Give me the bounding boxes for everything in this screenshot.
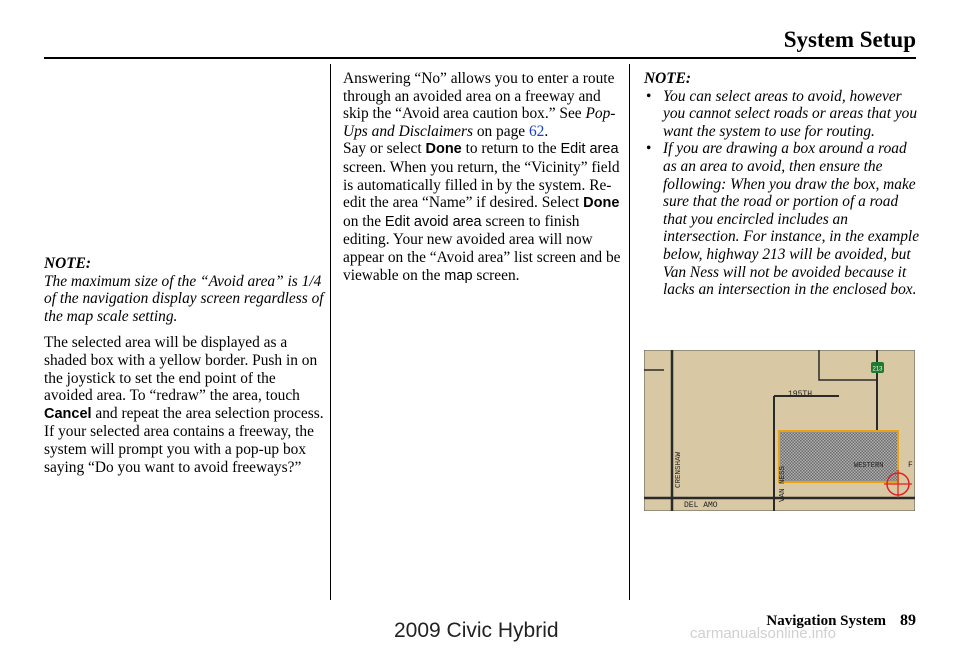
edit-area-term: Edit area bbox=[560, 141, 619, 158]
page-link[interactable]: 62 bbox=[528, 122, 545, 140]
header-rule bbox=[44, 57, 916, 59]
column-2 bbox=[343, 70, 621, 285]
watermark-model: 2009 Civic Hybrid bbox=[394, 619, 559, 642]
footer-page-number: 89 bbox=[900, 612, 916, 629]
label-195th: 195TH bbox=[788, 390, 813, 399]
paragraph-done: Say or select Done to return to the Edit area screen. When you return, the “Vicinity” field is automatically filled in by the system. Re-edit the area “Name” if desired. Select Done on the Edit avoid area screen to finish editing. Your new avoided area will now appear on the “Avoid area” list screen and be viewable on the map screen. bbox=[343, 140, 621, 284]
note-text: The maximum size of the “Avoid area” is 1/4 of the navigation display screen regardless of the map scale setting. bbox=[44, 272, 324, 325]
column-1 bbox=[44, 255, 324, 476]
column-3 bbox=[644, 70, 920, 299]
cancel-term: Cancel bbox=[44, 405, 92, 422]
page-header-title: System Setup bbox=[783, 27, 916, 52]
paragraph-answering-no: Answering “No” allows you to enter a route through an avoided area on a freeway and skip the “Avoid area caution box.” See Pop-Ups and Disclaimers on page 62. bbox=[343, 70, 616, 140]
label-crenshaw: CRENSHAW bbox=[675, 451, 683, 488]
done-term: Done bbox=[425, 141, 462, 158]
avoid-area-map bbox=[644, 350, 915, 511]
avoid-area-box bbox=[779, 431, 898, 482]
note-list bbox=[644, 88, 920, 299]
note-label: NOTE: bbox=[44, 255, 92, 272]
note-item: • If you are drawing a box around a road as an area to avoid, then ensure the following: When you draw the box, make sure that the road or portion of a road that you encircled includes an intersection. For instance, in the example below, highway 213 will be avoided, but Van Ness will not be avoided because it lacks an intersection in the enclosed box. bbox=[644, 140, 920, 298]
label-western: WESTERN bbox=[854, 462, 884, 470]
paragraph-selected-area: The selected area will be displayed as a shaded box with a yellow border. Push in on the joystick to set the end point of the avoided area. To “redraw” the area, touch Cancel and repeat the area selection process. If your selected area contains a freeway, the system will prompt you with a pop-up box saying “Do you want to avoid freeways?” bbox=[44, 334, 324, 476]
edit-avoid-area-term: Edit avoid area bbox=[384, 213, 482, 230]
highway-213-shield bbox=[871, 362, 884, 373]
svg-text:213: 213 bbox=[872, 366, 883, 373]
note-item: • You can select areas to avoid, however you cannot select roads or areas that you want the system to use for routing. bbox=[644, 88, 920, 141]
column-divider-left bbox=[330, 64, 331, 600]
label-edge-f: F bbox=[908, 461, 913, 470]
label-van-ness: VAN NESS bbox=[779, 465, 787, 502]
watermark-site: carmanualsonline.info bbox=[690, 625, 836, 642]
column-divider-right bbox=[629, 64, 630, 600]
note-label-2: NOTE: bbox=[644, 70, 692, 87]
footer-section-name: Navigation System bbox=[766, 613, 886, 629]
label-del-amo: DEL AMO bbox=[684, 501, 718, 510]
cross-reference: Pop-Ups and Disclaimers bbox=[343, 105, 616, 140]
map-term: map bbox=[444, 267, 473, 284]
done-term-2: Done bbox=[583, 195, 620, 212]
